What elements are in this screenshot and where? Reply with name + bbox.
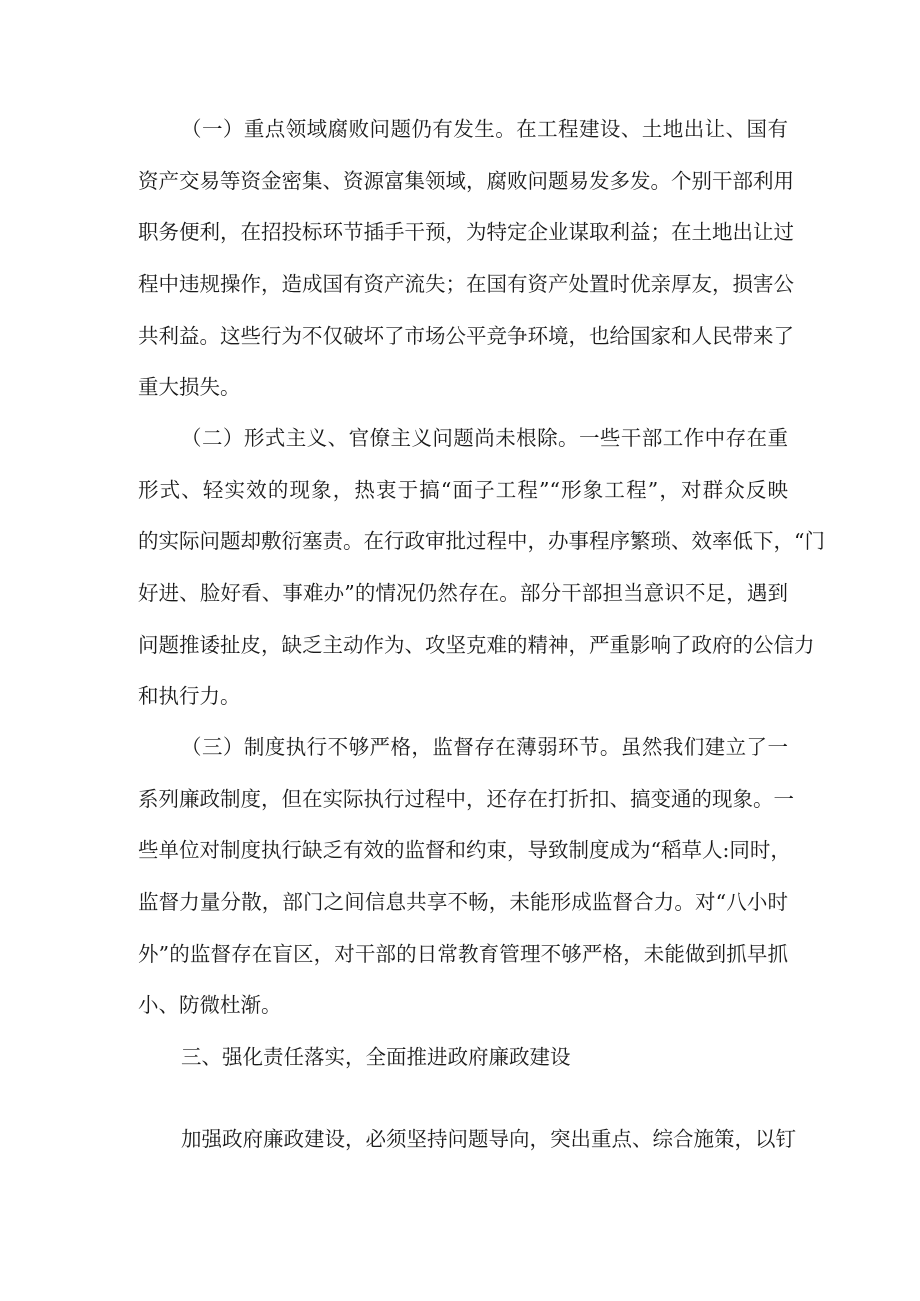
paragraph-line: 问题推诿扯皮，缺乏主动作为、攻坚克难的精神，严重影响了政府的公信力 [138, 632, 815, 657]
paragraph-line: 小、防微杜渐。 [138, 993, 282, 1018]
paragraph-line: 职务便利，在招投标环节插手干预，为特定企业谋取利益；在土地出让过 [138, 220, 794, 245]
paragraph-line: 资产交易等资金密集、资源富集领域，腐败问题易发多发。个别干部利用 [138, 168, 794, 193]
paragraph-line: 监督力量分散，部门之间信息共享不畅，未能形成监督合力。对“八小时 [138, 890, 788, 915]
paragraph-line: （一）重点领域腐败问题仍有发生。在工程建设、土地出让、国有 [181, 117, 788, 141]
paragraph-line: 好进、脸好看、事难办”的情况仍然存在。部分干部担当意识不足，遇到 [138, 581, 788, 606]
paragraph-2 [138, 413, 825, 723]
section-heading [138, 1032, 788, 1084]
paragraph-line: （二）形式主义、官僚主义问题尚未根除。一些干部工作中存在重 [181, 426, 788, 450]
paragraph-line: 程中违规操作，造成国有资产流失；在国有资产处置时优亲厚友，损害公 [138, 272, 794, 297]
paragraph-line: 的实际问题却敷衍塞责。在行政审批过程中，办事程序繁琐、效率低下，“门 [138, 529, 825, 554]
paragraph-line: 外”的监督存在盲区，对干部的日常教育管理不够严格，未能做到抓早抓 [138, 941, 788, 966]
paragraph-line: 共利益。这些行为不仅破坏了市场公平竞争环境，也给国家和人民带来了 [138, 323, 794, 348]
paragraph-line: 些单位对制度执行缺乏有效的监督和约束，导致制度成为“稻草人:同时， [138, 838, 791, 863]
paragraph-3 [138, 722, 794, 1032]
paragraph-line: 加强政府廉政建设，必须坚持问题导向，突出重点、综合施策，以钉 [181, 1127, 796, 1151]
paragraph-line: 形式、轻实效的现象，热衷于搞“面子工程”“形象工程”，对群众反映 [138, 477, 788, 502]
paragraph-line: 系列廉政制度，但在实际执行过程中，还存在打折扣、搞变通的现象。一 [138, 786, 794, 811]
section-heading-text: 三、强化责任落实，全面推进政府廉政建设 [181, 1045, 571, 1069]
paragraph-4 [138, 1114, 796, 1166]
paragraph-line: 和执行力。 [138, 684, 241, 709]
paragraph-1 [138, 104, 794, 414]
paragraph-line: （三）制度执行不够严格，监督存在薄弱环节。虽然我们建立了一 [181, 735, 788, 759]
paragraph-line: 重大损失。 [138, 375, 241, 400]
